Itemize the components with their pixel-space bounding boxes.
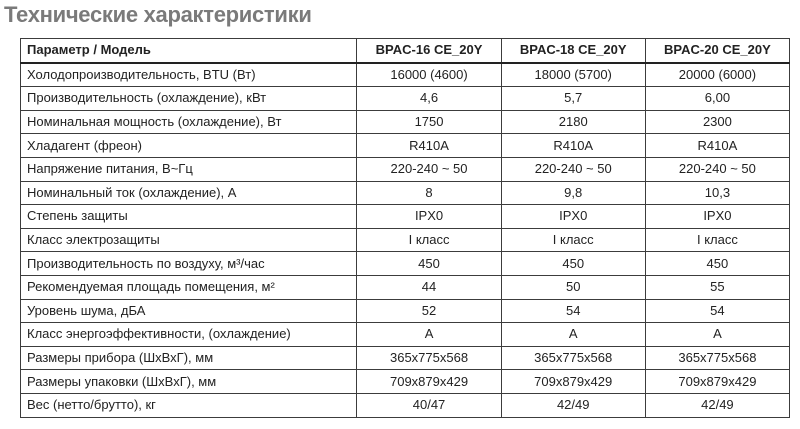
table-row [21, 157, 790, 181]
table-header-row [21, 39, 790, 63]
table-row [21, 228, 790, 252]
row-label: Класс электрозащиты [21, 228, 357, 252]
row-value: 6,00 [645, 87, 789, 111]
header-model-2: BPAC-18 CE_20Y [501, 39, 645, 63]
row-value: 42/49 [645, 393, 789, 417]
table-row [21, 393, 790, 417]
header-param: Параметр / Модель [21, 39, 357, 63]
row-value: 55 [645, 275, 789, 299]
row-value: 709x879x429 [357, 370, 501, 394]
row-value: I класс [645, 228, 789, 252]
row-value: 220-240 ~ 50 [357, 157, 501, 181]
row-value: I класс [501, 228, 645, 252]
table-row [21, 181, 790, 205]
row-value: 365x775x568 [645, 346, 789, 370]
row-value: 365x775x568 [501, 346, 645, 370]
row-value: 220-240 ~ 50 [645, 157, 789, 181]
row-value: 2300 [645, 110, 789, 134]
spec-table [20, 38, 790, 418]
row-value: I класс [357, 228, 501, 252]
row-label: Размеры прибора (ШхВхГ), мм [21, 346, 357, 370]
table-row [21, 323, 790, 347]
row-label: Хладагент (фреон) [21, 134, 357, 158]
row-value: R410A [645, 134, 789, 158]
table-body [21, 63, 790, 417]
row-value: R410A [357, 134, 501, 158]
table-row [21, 87, 790, 111]
row-value: 42/49 [501, 393, 645, 417]
table-row [21, 205, 790, 229]
header-model-3: BPAC-20 CE_20Y [645, 39, 789, 63]
row-label: Рекомендуемая площадь помещения, м² [21, 275, 357, 299]
row-label: Уровень шума, дБА [21, 299, 357, 323]
row-value: R410A [501, 134, 645, 158]
row-value: 450 [501, 252, 645, 276]
row-value: 709x879x429 [501, 370, 645, 394]
row-value: IPX0 [645, 205, 789, 229]
row-value: 10,3 [645, 181, 789, 205]
page-title: Технические характеристики [4, 2, 312, 27]
row-label: Вес (нетто/брутто), кг [21, 393, 357, 417]
row-value: 20000 (6000) [645, 63, 789, 87]
row-value: A [501, 323, 645, 347]
row-value: 4,6 [357, 87, 501, 111]
row-label: Степень защиты [21, 205, 357, 229]
row-label: Холодопроизводительность, BTU (Вт) [21, 63, 357, 87]
row-value: 220-240 ~ 50 [501, 157, 645, 181]
row-label: Размеры упаковки (ШхВхГ), мм [21, 370, 357, 394]
table-row [21, 110, 790, 134]
row-value: 52 [357, 299, 501, 323]
row-value: 8 [357, 181, 501, 205]
row-value: 44 [357, 275, 501, 299]
row-value: 40/47 [357, 393, 501, 417]
row-value: 1750 [357, 110, 501, 134]
row-value: 18000 (5700) [501, 63, 645, 87]
table-row [21, 346, 790, 370]
row-value: 450 [645, 252, 789, 276]
row-value: A [645, 323, 789, 347]
row-value: 54 [645, 299, 789, 323]
row-label: Напряжение питания, В~Гц [21, 157, 357, 181]
row-value: 450 [357, 252, 501, 276]
table-row [21, 370, 790, 394]
row-label: Номинальная мощность (охлаждение), Вт [21, 110, 357, 134]
table-row [21, 63, 790, 87]
row-value: 709x879x429 [645, 370, 789, 394]
row-value: 2180 [501, 110, 645, 134]
row-label: Номинальный ток (охлаждение), А [21, 181, 357, 205]
header-model-1: BPAC-16 CE_20Y [357, 39, 501, 63]
row-label: Производительность по воздуху, м³/час [21, 252, 357, 276]
row-value: 9,8 [501, 181, 645, 205]
row-value: 54 [501, 299, 645, 323]
row-value: 16000 (4600) [357, 63, 501, 87]
row-value: 5,7 [501, 87, 645, 111]
table-row [21, 134, 790, 158]
table-row [21, 299, 790, 323]
row-value: 50 [501, 275, 645, 299]
table-row [21, 275, 790, 299]
row-label: Производительность (охлаждение), кВт [21, 87, 357, 111]
row-label: Класс энергоэффективности, (охлаждение) [21, 323, 357, 347]
table-row [21, 252, 790, 276]
row-value: IPX0 [501, 205, 645, 229]
row-value: 365x775x568 [357, 346, 501, 370]
row-value: A [357, 323, 501, 347]
row-value: IPX0 [357, 205, 501, 229]
